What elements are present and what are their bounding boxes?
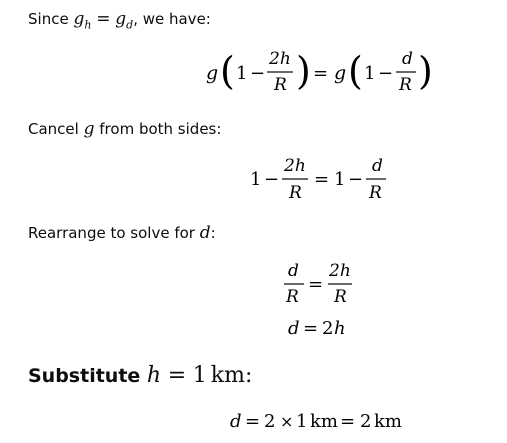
equation-1 — [200, 44, 440, 100]
eq3-den-right: R — [334, 287, 347, 307]
substitute-equals: = — [167, 363, 187, 388]
eq2-den-right: R — [369, 183, 382, 203]
eq2-minus-right: − — [348, 169, 364, 190]
rearrange-line — [28, 223, 216, 243]
eq1-den-right: R — [399, 75, 412, 95]
eq2-equals: = — [314, 169, 330, 190]
eq1-minus-right: − — [378, 63, 394, 84]
since-gd: $g_d$ — [115, 9, 134, 32]
equation-2 — [244, 152, 394, 206]
eq5-equals-1: = — [245, 411, 261, 432]
rearrange-colon: : — [210, 224, 216, 242]
eq3-equals: = — [308, 274, 324, 295]
eq5-lhs: d — [230, 411, 242, 432]
eq5-km-1: km — [310, 411, 338, 432]
substitute-heading — [28, 363, 252, 388]
since-line — [28, 9, 211, 35]
eq2-num-left: 2h — [284, 156, 306, 176]
substitute-value: 1 — [192, 363, 207, 388]
substitute-colon: : — [244, 363, 253, 388]
eq3-den-left: R — [286, 287, 299, 307]
eq5-km-2: km — [374, 411, 402, 432]
since-suffix: , we have: — [133, 10, 211, 28]
equation-5 — [226, 407, 416, 435]
eq2-one-right: 1 — [334, 169, 346, 190]
eq1-num-right: d — [402, 49, 413, 69]
eq1-num-left: 2h — [269, 49, 291, 69]
since-prefix: Since — [28, 10, 69, 28]
eq2-den-left: R — [289, 183, 302, 203]
substitute-h: h — [146, 363, 162, 388]
rearrange-d: d — [199, 223, 211, 243]
cancel-g: g — [83, 119, 95, 139]
eq1-lparen-left: ( — [220, 49, 235, 93]
eq3-num-left: d — [288, 261, 299, 281]
since-equals: = — [96, 9, 111, 29]
eq1-g-right: g — [334, 62, 347, 84]
rearrange-prefix: Rearrange to solve for — [28, 224, 195, 242]
equation-4 — [284, 314, 364, 342]
eq2-num-right: d — [372, 156, 383, 176]
eq1-lparen-right: ( — [348, 49, 363, 93]
eq1-equals: = — [313, 63, 329, 84]
eq5-one: 1 — [296, 411, 308, 432]
eq1-one-right: 1 — [364, 63, 376, 84]
eq1-rparen-left: ) — [296, 49, 311, 93]
equation-3 — [278, 256, 358, 310]
eq4-rhs-h: h — [334, 318, 346, 339]
eq5-times: × — [280, 412, 294, 431]
eq1-one-left: 1 — [236, 63, 248, 84]
cancel-prefix: Cancel — [28, 120, 79, 138]
since-gh: $g_h$ — [73, 9, 92, 32]
cancel-line — [28, 119, 221, 139]
eq1-den-left: R — [274, 75, 287, 95]
eq1-minus-left: − — [250, 63, 266, 84]
eq2-one-left: 1 — [250, 169, 262, 190]
eq2-minus-left: − — [264, 169, 280, 190]
eq3-num-right: 2h — [329, 261, 351, 281]
eq4-lhs: d — [288, 318, 300, 339]
cancel-suffix: from both sides: — [99, 120, 222, 138]
substitute-unit: km — [210, 363, 245, 388]
eq1-rparen-right: ) — [418, 49, 433, 93]
eq4-equals: = — [303, 318, 319, 339]
substitute-label: Substitute — [28, 365, 141, 387]
eq5-equals-2: = — [340, 411, 356, 432]
eq5-result: 2 — [360, 411, 372, 432]
eq5-two: 2 — [264, 411, 276, 432]
eq1-g-left: g — [206, 62, 219, 84]
eq4-rhs-two: 2 — [322, 318, 334, 339]
